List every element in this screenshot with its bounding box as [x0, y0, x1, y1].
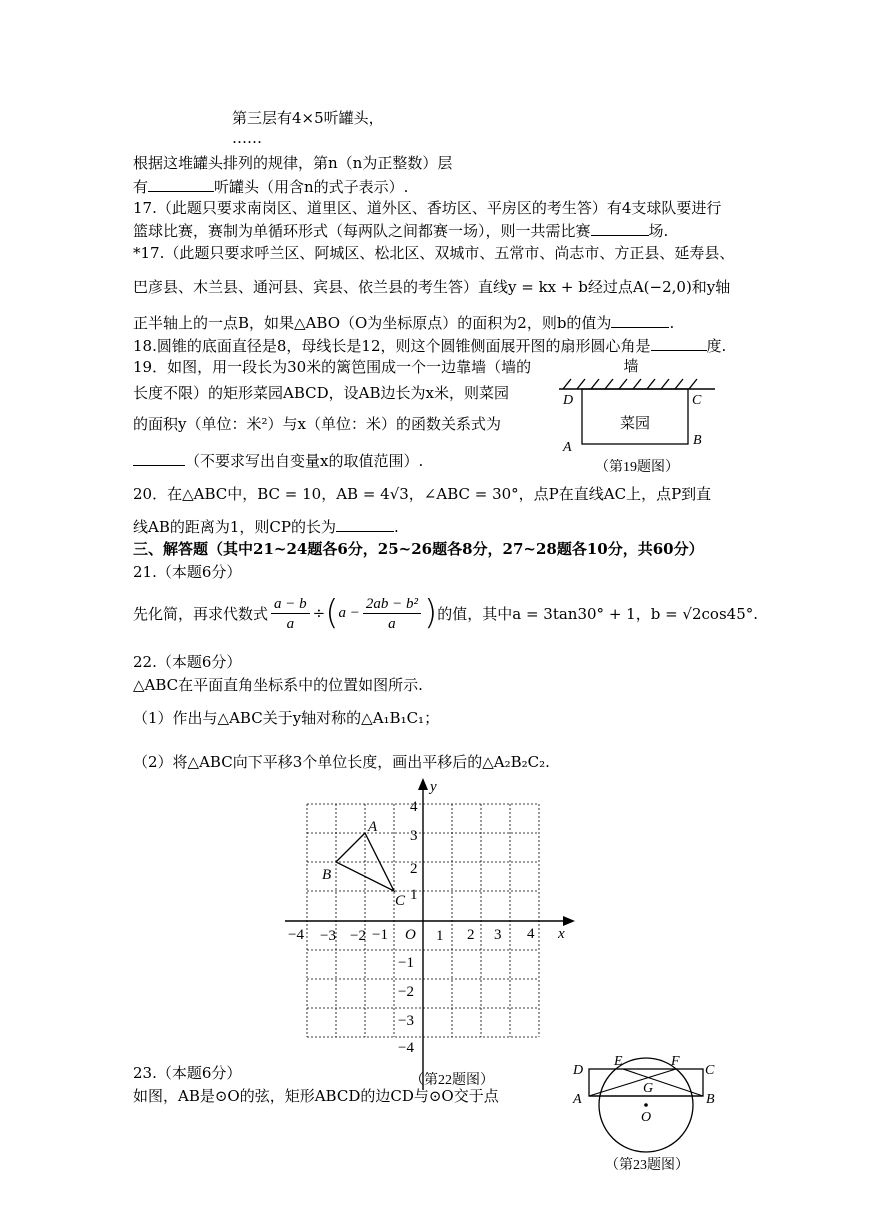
- section-heading: 三、解答题（其中21~24题各6分，25~26题各8分，27~28题各10分，共60分）: [133, 540, 704, 558]
- fig23-label-O: O: [641, 1110, 652, 1125]
- text-line: 的面积y（单位：米²）与x（单位：米）的函数关系式为: [133, 415, 501, 433]
- fig23-label-G: G: [643, 1081, 654, 1096]
- text-line: △ABC在平面直角坐标系中的位置如图所示.: [133, 676, 423, 694]
- text-line: （不要求写出自变量x的取值范围）.: [133, 450, 423, 471]
- question-23-heading: 23.（本题6分）: [133, 1064, 242, 1082]
- fig23-label-C: C: [705, 1063, 715, 1078]
- y-axis-arrow: [418, 778, 428, 790]
- figure-22: [280, 775, 580, 1095]
- question-19: 19．如图，用一段长为30米的篱笆围成一个一边靠墙（墙的: [133, 358, 532, 376]
- answer-blank[interactable]: [591, 220, 649, 236]
- answer-blank[interactable]: [651, 335, 707, 351]
- fig23-label-B: B: [706, 1092, 715, 1107]
- fig19-label-B: B: [693, 433, 702, 448]
- svg-text:1: 1: [436, 928, 444, 944]
- question-20: 20．在△ABC中，BC = 10，AB = 4√3，∠ABC = 30°，点P在直线AC上，点P到直: [133, 485, 712, 503]
- svg-text:2: 2: [410, 861, 418, 877]
- svg-text:4: 4: [410, 799, 418, 815]
- svg-text:−2: −2: [350, 928, 366, 944]
- text-line: 根据这堆罐头排列的规律，第n（n为正整数）层: [133, 154, 453, 172]
- svg-text:−2: −2: [398, 984, 414, 1000]
- text-line: 第三层有4×5听罐头，: [232, 109, 384, 127]
- question-21-heading: 21.（本题6分）: [133, 563, 242, 581]
- text-line: 有 听罐头（用含n的式子表示）.: [133, 178, 409, 196]
- answer-blank[interactable]: [148, 176, 214, 192]
- fig19-wall-label: 墙: [623, 359, 639, 375]
- fig19-label-A: A: [563, 440, 572, 455]
- svg-text:2: 2: [467, 927, 475, 943]
- wall-hatching: [563, 379, 697, 389]
- svg-text:3: 3: [494, 927, 502, 943]
- fig19-garden-label: 菜园: [619, 416, 651, 432]
- fig22-caption: （第22题图）: [410, 1073, 494, 1088]
- figure-23: [565, 1050, 725, 1175]
- answer-blank[interactable]: [611, 312, 669, 328]
- svg-text:−1: −1: [372, 927, 388, 943]
- text-line: 正半轴上的一点B，如果△ABO（O为坐标原点）的面积为2，则b的值为 .: [133, 314, 675, 332]
- center-point: [644, 1103, 648, 1107]
- fig23-caption: （第23题图）: [605, 1158, 689, 1173]
- origin-label: O: [405, 927, 416, 943]
- fig23-label-D: D: [573, 1063, 584, 1078]
- svg-text:−1: −1: [398, 955, 414, 971]
- text-line: 长度不限）的矩形菜园ABCD，设AB边长为x米，则菜园: [133, 384, 509, 402]
- svg-text:−3: −3: [398, 1013, 414, 1029]
- text-line: （2）将△ABC向下平移3个单位长度，画出平移后的△A₂B₂C₂.: [133, 753, 550, 771]
- question-17: 17.（此题只要求南岗区、道里区、道外区、香坊区、平房区的考生答）有4支球队要进行: [133, 199, 722, 217]
- svg-text:4: 4: [527, 926, 535, 942]
- text-line: ……: [232, 129, 262, 147]
- x-axis-label: x: [558, 926, 565, 942]
- question-18: 18.圆锥的底面直径是8，母线长是12，则这个圆锥侧面展开图的扇形圆心角是 度.: [133, 337, 727, 355]
- question-21-expression: 先化简，再求代数式 $\frac{a - b}{a}$ ÷ ( a − $\frac{\text{2ab − b²}}{a}$ ) 的值，其中a = 3tan30° + 1，b = √2cos45°.: [133, 593, 759, 633]
- question-22-heading: 22.（本题6分）: [133, 653, 242, 671]
- fig19-label-D: D: [563, 393, 574, 408]
- fig23-label-E: E: [614, 1054, 623, 1069]
- fig23-label-A: A: [573, 1092, 582, 1107]
- fig23-label-F: F: [671, 1054, 680, 1069]
- svg-text:−4: −4: [288, 927, 304, 943]
- text-line: 如图，AB是⊙O的弦，矩形ABCD的边CD与⊙O交于点: [133, 1087, 499, 1105]
- svg-text:3: 3: [410, 828, 418, 844]
- question-17-star: *17.（此题只要求呼兰区、阿城区、松北区、双城市、五常市、尚志市、方正县、延寿县、: [133, 244, 735, 262]
- svg-text:−4: −4: [398, 1040, 414, 1056]
- fig19-label-C: C: [692, 393, 702, 408]
- text-line: 篮球比赛，赛制为单循环形式（每两队之间都赛一场），则一共需比赛 场.: [133, 222, 669, 240]
- answer-blank[interactable]: [336, 516, 394, 532]
- text-line: （1）作出与△ABC关于y轴对称的△A₁B₁C₁；: [133, 709, 440, 727]
- y-axis-label: y: [430, 779, 437, 795]
- fig22-label-C: C: [395, 893, 406, 909]
- answer-blank[interactable]: [133, 450, 185, 466]
- text-line: 巴彦县、木兰县、通河县、宾县、依兰县的考生答）直线y = kx + b经过点A(−2,0)和y轴: [133, 278, 731, 296]
- x-axis-arrow: [563, 916, 575, 926]
- text-line: 线AB的距离为1，则CP的长为 .: [133, 518, 399, 536]
- fig19-caption: （第19题图）: [595, 460, 679, 475]
- fig22-label-A: A: [368, 819, 378, 835]
- svg-text:−3: −3: [320, 928, 336, 944]
- figure-19: [555, 355, 725, 475]
- fig22-label-B: B: [322, 867, 332, 883]
- svg-text:1: 1: [410, 887, 418, 903]
